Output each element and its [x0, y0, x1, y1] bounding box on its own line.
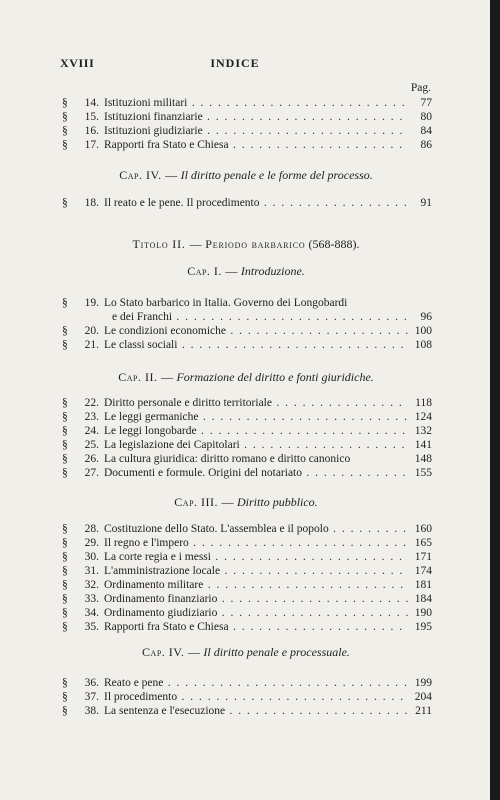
entry-number: 25. [84, 439, 99, 451]
section-symbol: § [62, 593, 68, 605]
entry-page: 80 [420, 111, 432, 123]
section-symbol: § [62, 197, 68, 209]
chapter-label: Cap. IV. — [119, 168, 178, 182]
entry-number: 27. [84, 467, 99, 479]
entry-number: 33. [84, 593, 99, 605]
entry-title: Rapporti fra Stato e Chiesa . . . [104, 620, 408, 634]
chapter-label: Cap. III. — [174, 495, 235, 509]
toc-entry [62, 550, 432, 564]
entry-page: 124 [414, 411, 432, 423]
entry-number: 36. [84, 677, 99, 689]
entry-page: 174 [414, 565, 432, 577]
toc-entry [62, 138, 432, 152]
entry-page: 100 [414, 325, 432, 337]
toc-entry [62, 110, 432, 124]
section-symbol: § [62, 551, 68, 563]
entry-page: 148 [414, 453, 432, 465]
entry-number: 16. [84, 125, 99, 137]
entry-title: Le leggi longobarde . . . [104, 424, 408, 438]
entry-page: 195 [414, 621, 432, 633]
entry-number: 34. [84, 607, 99, 619]
section-symbol: § [62, 425, 68, 437]
toc-entry-continuation [112, 310, 432, 324]
entry-page: 96 [420, 311, 432, 323]
toc-entry [62, 410, 432, 424]
section-symbol: § [62, 579, 68, 591]
section-symbol: § [62, 537, 68, 549]
section-symbol: § [62, 339, 68, 351]
section-symbol: § [62, 97, 68, 109]
part-name: Periodo barbarico [205, 237, 306, 251]
pag-label: Pag. [410, 82, 431, 94]
entry-number: 29. [84, 537, 99, 549]
toc-entry [62, 396, 432, 410]
page-title: INDICE [210, 56, 260, 70]
toc-entry [62, 438, 432, 452]
entry-title: Ordinamento militare . . . [104, 578, 408, 592]
entry-title: Il reato e le pene. Il procedimento . . . [104, 196, 408, 210]
entry-title: Le leggi germaniche . . . [104, 410, 408, 424]
entry-title: Istituzioni militari . . . [104, 96, 408, 110]
toc-entry [62, 592, 432, 606]
entry-page: 155 [414, 467, 432, 479]
toc-entry [62, 338, 432, 352]
entry-title: La legislazione dei Capitolari . . . [104, 438, 408, 452]
toc-entry [62, 296, 432, 310]
entry-page: 108 [414, 339, 432, 351]
entry-title: Lo Stato barbarico in Italia. Governo dei Longobardi [104, 297, 348, 309]
entry-title: Le classi sociali . . . [104, 338, 408, 352]
part-heading [60, 237, 432, 252]
section-symbol: § [62, 297, 68, 309]
entry-title: Costituzione dello Stato. L'assemblea e il popolo . . . [104, 522, 408, 536]
section-symbol: § [62, 523, 68, 535]
chapter-title: Diritto pubblico. [237, 495, 318, 509]
toc-entry [62, 522, 432, 536]
entry-page: 86 [420, 139, 432, 151]
toc-entry [62, 452, 432, 466]
entry-number: 37. [84, 691, 99, 703]
toc-entry [62, 578, 432, 592]
chapter-heading [60, 370, 432, 385]
entry-title: Diritto personale e diritto territoriale . . . [104, 396, 408, 410]
section-symbol: § [62, 439, 68, 451]
entry-number: 28. [84, 523, 99, 535]
chapter-title: Il diritto penale e le forme del processo. [180, 168, 373, 182]
entry-number: 14. [84, 97, 99, 109]
entry-number: 19. [84, 297, 99, 309]
toc-entry [62, 96, 432, 110]
section-symbol: § [62, 453, 68, 465]
entry-page: 77 [420, 97, 432, 109]
toc-entry [62, 196, 432, 210]
page-header [60, 56, 410, 72]
chapter-heading [60, 168, 432, 183]
entry-number: 15. [84, 111, 99, 123]
toc-entry [62, 620, 432, 634]
chapter-heading [60, 264, 432, 279]
page-number: XVIII [60, 56, 95, 70]
entry-page: 118 [415, 397, 432, 409]
entry-page: 160 [414, 523, 432, 535]
entry-title: Rapporti fra Stato e Chiesa . . . [104, 138, 408, 152]
entry-title: Il regno e l'impero . . . [104, 536, 408, 550]
section-symbol: § [62, 125, 68, 137]
entry-page: 132 [414, 425, 432, 437]
entry-number: 31. [84, 565, 99, 577]
section-symbol: § [62, 691, 68, 703]
entry-number: 38. [84, 705, 99, 717]
chapter-title: Introduzione. [240, 264, 305, 278]
entry-number: 24. [84, 425, 99, 437]
section-symbol: § [62, 467, 68, 479]
entry-page: 184 [414, 593, 432, 605]
section-symbol: § [62, 705, 68, 717]
entry-page: 171 [414, 551, 432, 563]
toc-entry [62, 564, 432, 578]
entry-title: Il procedimento . . . [104, 690, 408, 704]
entry-title: La sentenza e l'esecuzione . . . [104, 704, 408, 718]
section-symbol: § [62, 607, 68, 619]
entry-number: 21. [84, 339, 99, 351]
entry-number: 35. [84, 621, 99, 633]
chapter-label: Cap. II. — [118, 370, 174, 384]
page-edge-shadow [490, 0, 500, 800]
toc-entry [62, 690, 432, 704]
section-symbol: § [62, 677, 68, 689]
part-years: (568-888). [308, 237, 360, 251]
entry-page: 84 [420, 125, 432, 137]
entry-page: 190 [414, 607, 432, 619]
entry-number: 32. [84, 579, 99, 591]
section-symbol: § [62, 139, 68, 151]
entry-page: 165 [414, 537, 432, 549]
chapter-label: Cap. I. — [187, 264, 238, 278]
entry-page: 181 [414, 579, 432, 591]
entry-page: 199 [414, 677, 432, 689]
entry-number: 23. [84, 411, 99, 423]
entry-title: Le condizioni economiche . . . [104, 324, 408, 338]
chapter-heading [60, 645, 432, 660]
section-symbol: § [62, 411, 68, 423]
entry-title: Documenti e formule. Origini del notariato . . . [104, 466, 408, 480]
entry-number: 17. [84, 139, 99, 151]
entry-title: L'amministrazione locale . . . [104, 564, 408, 578]
entry-title: Istituzioni finanziarie . . . [104, 110, 408, 124]
entry-page: 91 [420, 197, 432, 209]
entry-page: 211 [415, 705, 432, 717]
section-symbol: § [62, 397, 68, 409]
entry-title: Reato e pene . . . [104, 676, 408, 690]
part-label: Titolo II. — [132, 237, 203, 251]
toc-entry [62, 124, 432, 138]
entry-title: e dei Franchi . . . [112, 310, 408, 324]
toc-entry [62, 466, 432, 480]
entry-title: Ordinamento finanziario . . . [104, 592, 408, 606]
section-symbol: § [62, 111, 68, 123]
toc-entry [62, 704, 432, 718]
chapter-label: Cap. IV. — [142, 645, 201, 659]
entry-page: 141 [414, 439, 432, 451]
entry-number: 18. [84, 197, 99, 209]
chapter-title: Il diritto penale e processuale. [203, 645, 350, 659]
entry-title: Istituzioni giudiziarie . . . [104, 124, 408, 138]
toc-entry [62, 606, 432, 620]
toc-entry [62, 536, 432, 550]
chapter-title: Formazione del diritto e fonti giuridiche. [176, 370, 374, 384]
entry-number: 30. [84, 551, 99, 563]
chapter-heading [60, 495, 432, 510]
section-symbol: § [62, 565, 68, 577]
entry-number: 20. [84, 325, 99, 337]
section-symbol: § [62, 621, 68, 633]
entry-title: La corte regia e i messi . . . [104, 550, 408, 564]
entry-page: 204 [414, 691, 432, 703]
section-symbol: § [62, 325, 68, 337]
toc-entry [62, 424, 432, 438]
toc-entry [62, 676, 432, 690]
entry-title: La cultura giuridica: diritto romano e diritto canonico [104, 453, 351, 465]
entry-title: Ordinamento giudiziario . . . [104, 606, 408, 620]
toc-entry [62, 324, 432, 338]
entry-number: 22. [84, 397, 99, 409]
entry-number: 26. [84, 453, 99, 465]
